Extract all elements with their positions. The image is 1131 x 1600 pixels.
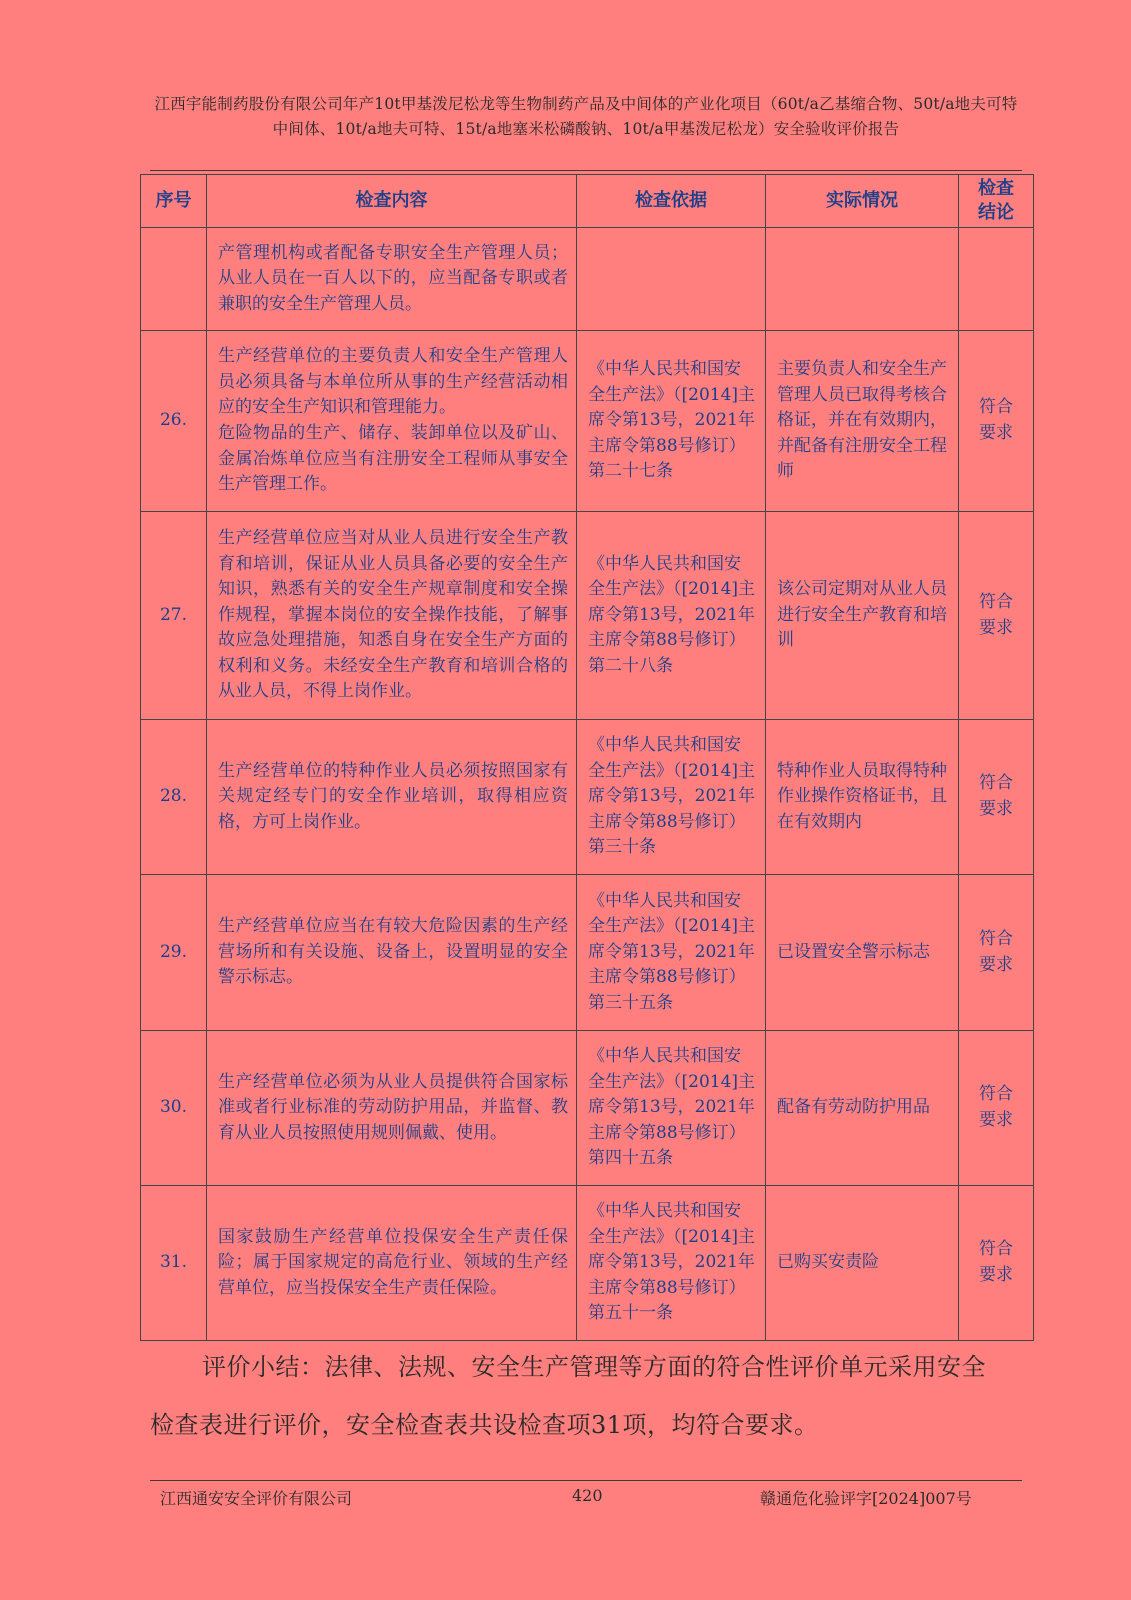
check-conclusion: 符合 要求 [959, 512, 1034, 720]
page-number: 420 [572, 1486, 603, 1505]
report-header-title: 江西宇能制药股份有限公司年产10t甲基泼尼松龙等生物制药产品及中间体的产业化项目（60t/a乙基缩合物、50t/a地夫可特中间体、10t/a地夫可特、15t/a地塞米松磷酸钠、10t/a甲基泼尼松龙）安全验收评价报告 [154, 95, 1018, 138]
check-content: 产管理机构或者配备专职安全生产管理人员；从业人员在一百人以下的，应当配备专职或者兼职的安全生产管理人员。 [207, 228, 577, 331]
check-content: 生产经营单位的主要负责人和安全生产管理人员必须具备与本单位所从事的生产经营活动相应的安全生产知识和管理能力。 危险物品的生产、储存、装卸单位以及矿山、金属冶炼单位应当有注册安全工程师从事安全生产管理工作。 [207, 331, 577, 512]
actual-status: 已设置安全警示标志 [766, 875, 959, 1031]
check-basis: 《中华人民共和国安全生产法》（[2014]主席令第13号，2021年主席令第88号修订）第四十五条 [577, 1031, 766, 1186]
check-conclusion: 符合 要求 [959, 331, 1034, 512]
row-number: 28. [141, 720, 207, 875]
actual-status: 已购买安责险 [766, 1186, 959, 1341]
row-number: 31. [141, 1186, 207, 1341]
row-number: 27. [141, 512, 207, 720]
table-row [141, 1186, 1034, 1341]
evaluation-summary: 评价小结：法律、法规、安全生产管理等方面的符合性评价单元采用安全检查表进行评价，安全检查表共设检查项31项，均符合要求。 [150, 1353, 986, 1439]
table-row [141, 1031, 1034, 1186]
check-basis: 《中华人民共和国安全生产法》（[2014]主席令第13号，2021年主席令第88号修订）第二十八条 [577, 512, 766, 720]
check-conclusion: 符合 要求 [959, 1186, 1034, 1341]
actual-status: 主要负责人和安全生产管理人员已取得考核合格证，并在有效期内，并配备有注册安全工程师 [766, 331, 959, 512]
check-content: 生产经营单位的特种作业人员必须按照国家有关规定经专门的安全作业培训，取得相应资格，方可上岗作业。 [207, 720, 577, 875]
check-basis [577, 228, 766, 331]
col-header-number: 序号 [141, 175, 207, 228]
header-divider [150, 170, 1022, 171]
footer-divider [150, 1480, 1022, 1481]
check-basis: 《中华人民共和国安全生产法》（[2014]主席令第13号，2021年主席令第88号修订）第五十一条 [577, 1186, 766, 1341]
check-basis: 《中华人民共和国安全生产法》（[2014]主席令第13号，2021年主席令第88号修订）第三十条 [577, 720, 766, 875]
table-row [141, 512, 1034, 720]
check-conclusion: 符合 要求 [959, 720, 1034, 875]
col-header-content: 检查内容 [207, 175, 577, 228]
row-number: 26. [141, 331, 207, 512]
row-number: 29. [141, 875, 207, 1031]
actual-status: 配备有劳动防护用品 [766, 1031, 959, 1186]
row-number [141, 228, 207, 331]
check-conclusion: 符合 要求 [959, 1031, 1034, 1186]
col-header-actual: 实际情况 [766, 175, 959, 228]
footer-document-number: 赣通危化验评字[2024]007号 [760, 1489, 972, 1508]
table-row [141, 228, 1034, 331]
actual-status [766, 228, 959, 331]
check-conclusion [959, 228, 1034, 331]
table-row [141, 720, 1034, 875]
check-conclusion: 符合 要求 [959, 875, 1034, 1031]
col-header-basis: 检查依据 [577, 175, 766, 228]
actual-status: 该公司定期对从业人员进行安全生产教育和培训 [766, 512, 959, 720]
check-content: 国家鼓励生产经营单位投保安全生产责任保险；属于国家规定的高危行业、领域的生产经营单位，应当投保安全生产责任保险。 [207, 1186, 577, 1341]
footer-company: 江西通安安全评价有限公司 [160, 1489, 353, 1508]
table-header-row [141, 175, 1034, 228]
check-content: 生产经营单位应当在有较大危险因素的生产经营场所和有关设施、设备上，设置明显的安全警示标志。 [207, 875, 577, 1031]
col-header-conclusion: 检查 结论 [959, 175, 1034, 228]
table-row [141, 331, 1034, 512]
check-basis: 《中华人民共和国安全生产法》（[2014]主席令第13号，2021年主席令第88号修订）第三十五条 [577, 875, 766, 1031]
safety-checklist-table [140, 174, 1034, 1341]
row-number: 30. [141, 1031, 207, 1186]
check-basis: 《中华人民共和国安全生产法》（[2014]主席令第13号，2021年主席令第88号修订）第二十七条 [577, 331, 766, 512]
table-row [141, 875, 1034, 1031]
check-content: 生产经营单位必须为从业人员提供符合国家标准或者行业标准的劳动防护用品，并监督、教育从业人员按照使用规则佩戴、使用。 [207, 1031, 577, 1186]
actual-status: 特种作业人员取得特种作业操作资格证书，且在有效期内 [766, 720, 959, 875]
check-content: 生产经营单位应当对从业人员进行安全生产教育和培训，保证从业人员具备必要的安全生产知识，熟悉有关的安全生产规章制度和安全操作规程，掌握本岗位的安全操作技能，了解事故应急处理措施，知悉自身在安全生产方面的权利和义务。未经安全生产教育和培训合格的从业人员，不得上岗作业。 [207, 512, 577, 720]
